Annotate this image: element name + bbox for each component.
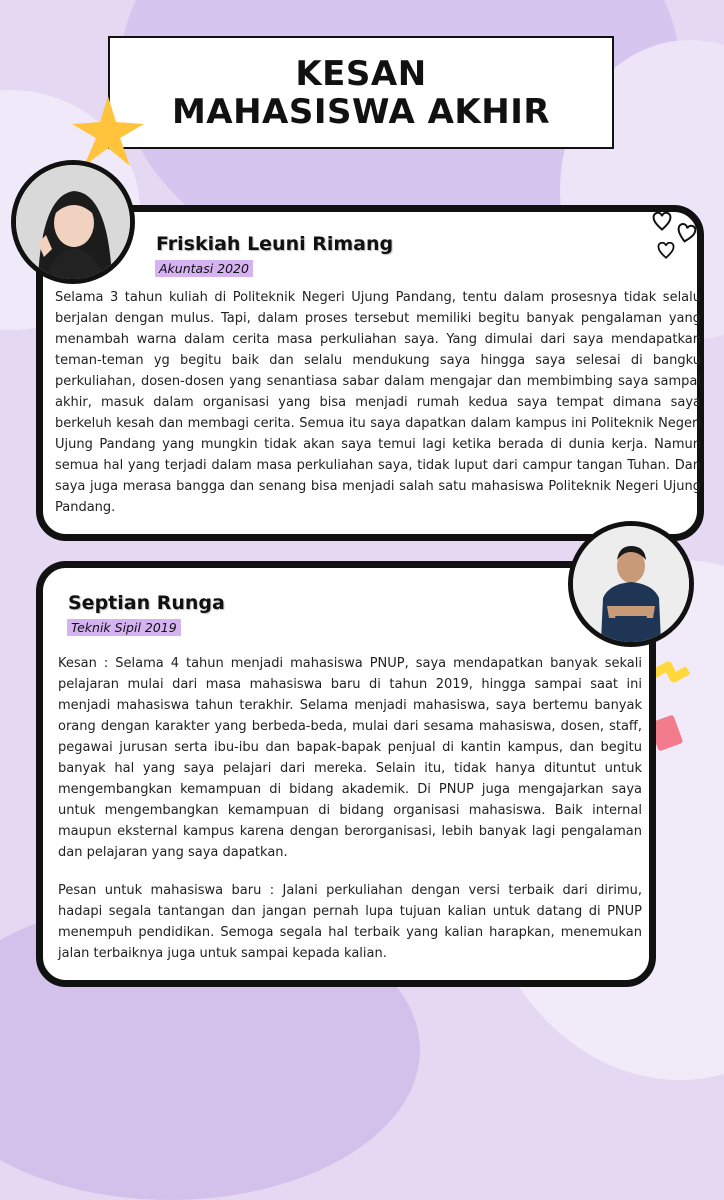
avatar-photo	[11, 160, 135, 284]
heart-icon	[652, 212, 672, 232]
testimonial-text: Selama 3 tahun kuliah di Politeknik Negeri Ujung Pandang, tentu dalam prosesnya tidak selalu berjalan dengan mulus. Tapi, dalam proses tersebut memiliki begitu banyak pengalaman yang menambah warna dalam cerita masa perkuliahan saya. Yang dimulai dari saya mendapatkan teman-teman yg begitu baik dan selalu mendukung saya hingga saya selesai di bangku perkuliahan, dosen-dosen yang senantiasa sabar dalam mengajar dan membimbing saya sampai akhir, masuk dalam organisasi yang bisa menjadi rumah kedua saya tempat dimana saya berkeluh kesah dan membagi cerita. Semua itu saya dapatkan dalam kampus ini Politeknik Negeri Ujung Pandang yang mungkin tidak akan saya temui lagi ketika berada di dunia kerja. Namun semua hal yang terjadi dalam masa perkuliahan saya, tidak luput dari campur tangan Tuhan. Dan saya juga merasa bangga dan senang bisa menjadi salah satu mahasiswa Politeknik Negeri Ujung Pandang.	[55, 290, 701, 515]
zigzag-decoration	[650, 660, 694, 700]
heart-icon	[676, 222, 696, 246]
testimonial-name: Friskiah Leuni Rimang	[156, 233, 394, 255]
heart-icon	[657, 242, 675, 260]
program-badge: Teknik Sipil 2019	[67, 619, 181, 636]
testimonial-pesan: Pesan untuk mahasiswa baru : Jalani perkuliahan dengan versi terbaik dari dirimu, hadapi segala tantangan dan jangan pernah lupa tujuan kalian untuk datang di PNUP menempuh pendidikan. Semoga segala hal terbaik yang kalian harapkan, menemukan jalan terbaiknya juga untuk sampai kepada kalian.	[58, 883, 642, 961]
testimonial-name: Septian Runga	[68, 592, 225, 614]
page-title-line-2: MAHASISWA AKHIR	[171, 92, 551, 132]
avatar-photo	[568, 521, 694, 647]
program-badge: Akuntasi 2020	[155, 260, 253, 277]
testimonial-kesan: Kesan : Selama 4 tahun menjadi mahasiswa PNUP, saya mendapatkan banyak sekali pelajaran mulai dari masa mahasiswa baru di tahun 2019, hingga sampai saat ini menjadi mahasiswa tahun terakhir. Selama menjadi mahasiswa, saya bertemu banyak orang dengan karakter yang berbeda-beda, mulai dari sesama mahasiswa, dosen, staff, pegawai jurusan serta ibu-ibu dan bapak-bapak penjual di kantin kampus, dan begitu banyak hal yang saya pelajari dari mereka. Selain itu, tidak hanya dituntut untuk mengembangkan kemampuan di bidang akademik. Di PNUP juga mengajarkan saya untuk mengembangkan kemampuan di bidang organisasi mahasiswa. Baik internal maupun eksternal kampus karena dengan berorganisasi, lebih banyak lagi pengalaman dan pelajaran yang saya dapatkan.	[58, 656, 642, 860]
title-box	[108, 36, 614, 149]
page-title-line-1: KESAN	[295, 54, 427, 94]
